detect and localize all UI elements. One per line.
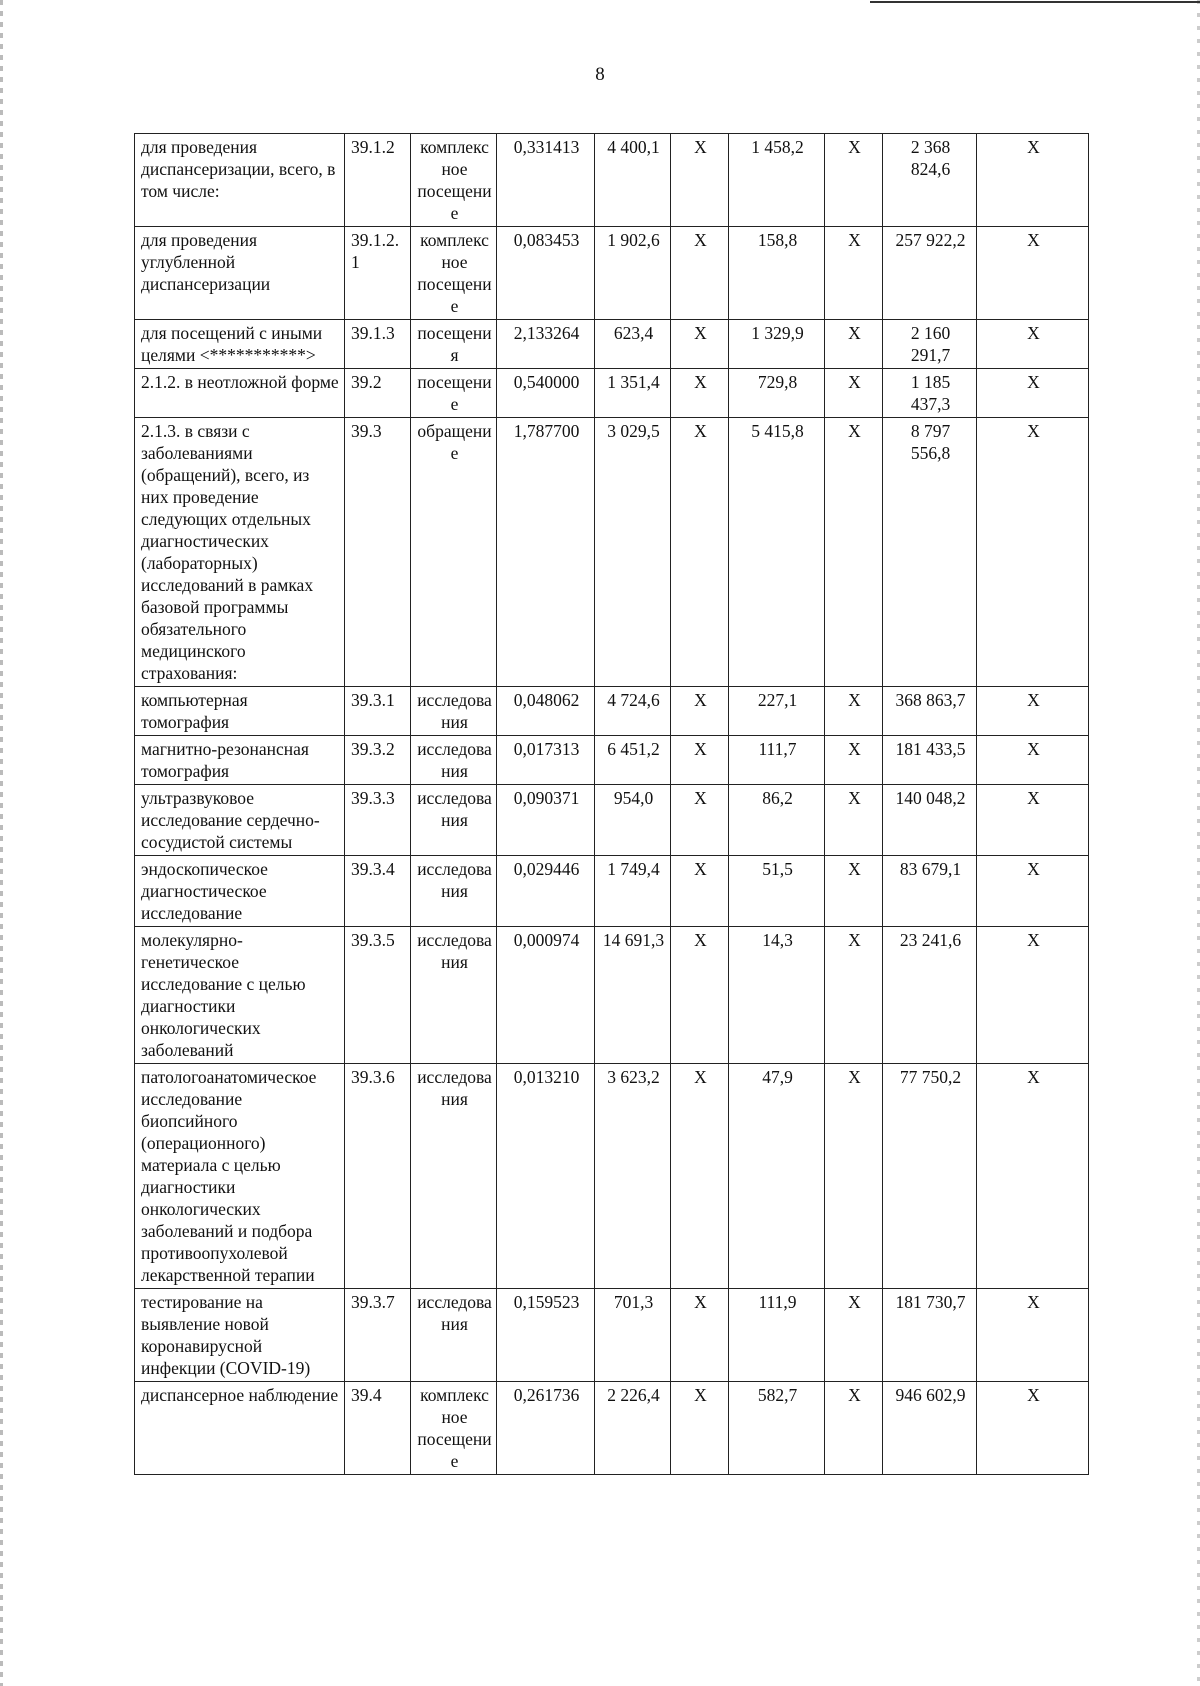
cell-name: эндоскопическое диагностическое исследование	[135, 856, 345, 927]
cell-per-capita: 111,9	[729, 1289, 825, 1382]
table-row	[135, 369, 1089, 418]
cell-norm: 0,090371	[497, 785, 595, 856]
cell-x1: Х	[671, 687, 729, 736]
cell-per-capita: 86,2	[729, 785, 825, 856]
cell-total: 1 185 437,3	[883, 369, 977, 418]
cell-per-capita: 1 458,2	[729, 134, 825, 227]
tariff-table	[134, 133, 1089, 1475]
cell-norm: 1,787700	[497, 418, 595, 687]
cell-norm: 0,048062	[497, 687, 595, 736]
cell-name: 2.1.3. в связи с заболеваниями (обращений), всего, из них проведение следующих отдельных диагностических (лабораторных) исследований в рамках базовой программы обязательного медицинского страхования:	[135, 418, 345, 687]
cell-code: 39.3.3	[345, 785, 411, 856]
cell-per-capita: 47,9	[729, 1064, 825, 1289]
cell-total: 2 160 291,7	[883, 320, 977, 369]
cell-name: для посещений с иными целями <***********>	[135, 320, 345, 369]
table-row	[135, 687, 1089, 736]
cell-name: молекулярно-генетическое исследование с целью диагностики онкологических заболеваний	[135, 927, 345, 1064]
cell-cost: 701,3	[595, 1289, 671, 1382]
cell-x1: Х	[671, 1064, 729, 1289]
cell-unit: посещения	[411, 320, 497, 369]
cell-name: компьютерная томография	[135, 687, 345, 736]
cell-x3: Х	[977, 1382, 1089, 1475]
cell-name: диспансерное наблюдение	[135, 1382, 345, 1475]
cell-unit: исследования	[411, 1064, 497, 1289]
cell-total: 77 750,2	[883, 1064, 977, 1289]
table-row	[135, 736, 1089, 785]
cell-x1: Х	[671, 320, 729, 369]
cell-x3: Х	[977, 785, 1089, 856]
cell-code: 39.3.1	[345, 687, 411, 736]
cell-code: 39.1.2.1	[345, 227, 411, 320]
cell-unit: обращение	[411, 418, 497, 687]
cell-norm: 0,017313	[497, 736, 595, 785]
cell-total: 8 797 556,8	[883, 418, 977, 687]
cell-x3: Х	[977, 1064, 1089, 1289]
cell-x2: Х	[825, 227, 883, 320]
table-row	[135, 320, 1089, 369]
cell-cost: 1 902,6	[595, 227, 671, 320]
cell-unit: комплексное посещение	[411, 134, 497, 227]
cell-name: патологоанатомическое исследование биопсийного (операционного) материала с целью диагностики онкологических заболеваний и подбора противоопухолевой лекарственной терапии	[135, 1064, 345, 1289]
cell-x2: Х	[825, 736, 883, 785]
cell-x3: Х	[977, 1289, 1089, 1382]
cell-per-capita: 14,3	[729, 927, 825, 1064]
cell-code: 39.3.6	[345, 1064, 411, 1289]
cell-norm: 0,540000	[497, 369, 595, 418]
cell-cost: 623,4	[595, 320, 671, 369]
cell-unit: комплексное посещение	[411, 227, 497, 320]
cell-per-capita: 51,5	[729, 856, 825, 927]
cell-name: 2.1.2. в неотложной форме	[135, 369, 345, 418]
cell-unit: исследования	[411, 736, 497, 785]
cell-x2: Х	[825, 369, 883, 418]
table-row	[135, 927, 1089, 1064]
table-row	[135, 856, 1089, 927]
cell-x1: Х	[671, 1382, 729, 1475]
page-number: 8	[595, 64, 605, 85]
cell-norm: 0,261736	[497, 1382, 595, 1475]
cell-cost: 3 623,2	[595, 1064, 671, 1289]
cell-per-capita: 1 329,9	[729, 320, 825, 369]
cell-unit: комплексное посещение	[411, 1382, 497, 1475]
cell-total: 2 368 824,6	[883, 134, 977, 227]
cell-total: 368 863,7	[883, 687, 977, 736]
cell-unit: исследования	[411, 927, 497, 1064]
cell-cost: 4 724,6	[595, 687, 671, 736]
cell-code: 39.3.5	[345, 927, 411, 1064]
cell-cost: 1 351,4	[595, 369, 671, 418]
cell-x3: Х	[977, 856, 1089, 927]
table-row	[135, 134, 1089, 227]
cell-total: 140 048,2	[883, 785, 977, 856]
cell-norm: 0,013210	[497, 1064, 595, 1289]
cell-x3: Х	[977, 134, 1089, 227]
cell-x1: Х	[671, 927, 729, 1064]
table-row	[135, 1382, 1089, 1475]
cell-name: магнитно-резонансная томография	[135, 736, 345, 785]
cell-x3: Х	[977, 320, 1089, 369]
cell-total: 181 433,5	[883, 736, 977, 785]
cell-x1: Х	[671, 785, 729, 856]
cell-x3: Х	[977, 418, 1089, 687]
scan-edge-left	[0, 0, 3, 1686]
table-row	[135, 227, 1089, 320]
cell-x3: Х	[977, 927, 1089, 1064]
cell-code: 39.3	[345, 418, 411, 687]
cell-x2: Х	[825, 1064, 883, 1289]
cell-x2: Х	[825, 320, 883, 369]
cell-code: 39.1.3	[345, 320, 411, 369]
cell-norm: 0,331413	[497, 134, 595, 227]
cell-x1: Х	[671, 856, 729, 927]
cell-code: 39.1.2	[345, 134, 411, 227]
cell-cost: 954,0	[595, 785, 671, 856]
cell-name: тестирование на выявление новой коронавирусной инфекции (COVID-19)	[135, 1289, 345, 1382]
cell-unit: исследования	[411, 1289, 497, 1382]
cell-unit: посещение	[411, 369, 497, 418]
cell-x1: Х	[671, 418, 729, 687]
cell-per-capita: 227,1	[729, 687, 825, 736]
cell-x2: Х	[825, 785, 883, 856]
cell-x3: Х	[977, 369, 1089, 418]
cell-x1: Х	[671, 369, 729, 418]
cell-cost: 4 400,1	[595, 134, 671, 227]
cell-x2: Х	[825, 1289, 883, 1382]
cell-x3: Х	[977, 227, 1089, 320]
top-rule	[870, 1, 1200, 3]
cell-per-capita: 582,7	[729, 1382, 825, 1475]
cell-total: 181 730,7	[883, 1289, 977, 1382]
cell-norm: 0,000974	[497, 927, 595, 1064]
cell-name: для проведения диспансеризации, всего, в том числе:	[135, 134, 345, 227]
cell-x1: Х	[671, 736, 729, 785]
cell-x1: Х	[671, 1289, 729, 1382]
cell-code: 39.3.7	[345, 1289, 411, 1382]
cell-per-capita: 5 415,8	[729, 418, 825, 687]
cell-x3: Х	[977, 736, 1089, 785]
cell-per-capita: 729,8	[729, 369, 825, 418]
cell-x1: Х	[671, 134, 729, 227]
cell-norm: 0,029446	[497, 856, 595, 927]
table-row	[135, 1064, 1089, 1289]
cell-total: 946 602,9	[883, 1382, 977, 1475]
table-row	[135, 1289, 1089, 1382]
cell-cost: 6 451,2	[595, 736, 671, 785]
cell-x3: Х	[977, 687, 1089, 736]
cell-name: ультразвуковое исследование сердечно-сосудистой системы	[135, 785, 345, 856]
cell-total: 23 241,6	[883, 927, 977, 1064]
cell-norm: 0,083453	[497, 227, 595, 320]
cell-unit: исследования	[411, 785, 497, 856]
cell-code: 39.3.2	[345, 736, 411, 785]
cell-per-capita: 158,8	[729, 227, 825, 320]
cell-name: для проведения углубленной диспансеризации	[135, 227, 345, 320]
cell-total: 257 922,2	[883, 227, 977, 320]
table-body	[135, 134, 1089, 1475]
cell-x2: Х	[825, 927, 883, 1064]
cell-unit: исследования	[411, 856, 497, 927]
cell-code: 39.4	[345, 1382, 411, 1475]
cell-unit: исследования	[411, 687, 497, 736]
cell-cost: 2 226,4	[595, 1382, 671, 1475]
cell-code: 39.2	[345, 369, 411, 418]
cell-x2: Х	[825, 418, 883, 687]
cell-cost: 3 029,5	[595, 418, 671, 687]
table-row	[135, 418, 1089, 687]
cell-x2: Х	[825, 687, 883, 736]
cell-total: 83 679,1	[883, 856, 977, 927]
cell-norm: 2,133264	[497, 320, 595, 369]
cell-norm: 0,159523	[497, 1289, 595, 1382]
cell-per-capita: 111,7	[729, 736, 825, 785]
cell-code: 39.3.4	[345, 856, 411, 927]
cell-x2: Х	[825, 856, 883, 927]
cell-x2: Х	[825, 1382, 883, 1475]
cell-cost: 14 691,3	[595, 927, 671, 1064]
cell-x2: Х	[825, 134, 883, 227]
table-row	[135, 785, 1089, 856]
cell-cost: 1 749,4	[595, 856, 671, 927]
cell-x1: Х	[671, 227, 729, 320]
